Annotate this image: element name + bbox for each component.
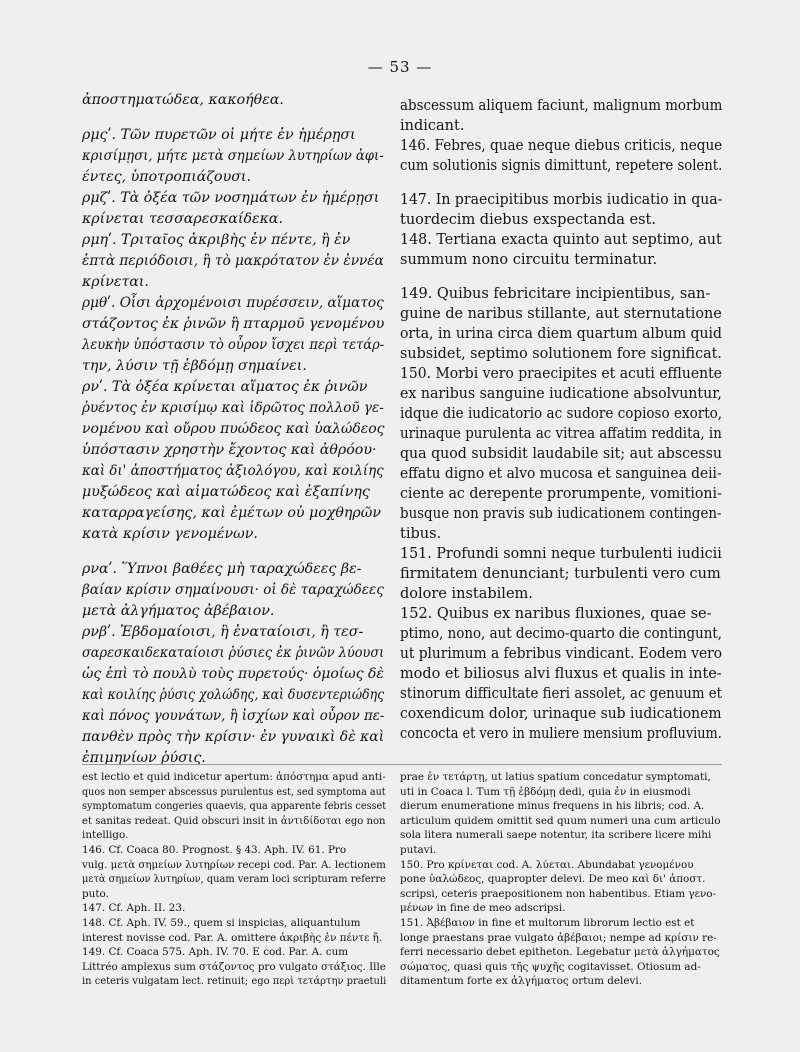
greek-text-line: καταρραγείσης, καὶ ἐμέτων οὐ μοχθηρῶν [82,505,381,521]
footnote-line: 150. Pro κρίνεται cod. A. λύεται. Abundabat γενομένου [400,858,694,871]
paragraph-gap [400,176,722,190]
latin-text-line: orta, in urina circa diem quartum album quid [400,326,722,342]
latin-text-line: effatu digno et alvo mucosa et sanguinea deii- [400,466,722,482]
footnote-line: prae ἐν τετάρτῃ, ut latius spatium concedatur symptomati, [400,771,711,783]
latin-text-line: coxendicum dolor, urinaque sub iudicationem [400,706,722,722]
greek-text-line: μυξώδεος καὶ αἱματώδεος καὶ ἐξαπίνης [82,484,370,500]
footnote-line: et sanitas redeat. Quid obscuri insit in ἀντιδίδοται ego non [82,814,386,827]
latin-text-line: ciente ac derepente prorumpente, vomitioni- [400,486,722,502]
greek-text-line: έντες, ὑποτροπιάζουσι. [82,169,251,185]
greek-text-line: λευκὴν ὑπόστασιν τὸ οὖρον ἴσχει περὶ τετάρ- [82,337,385,353]
greek-text-line: κατὰ κρίσιν γενομένων. [82,526,258,542]
latin-text-line: stinorum difficultate fieri assolet, ac genuum et [400,686,723,702]
greek-text-line: ἐπιμηνίων ῥύσις. [82,750,206,766]
latin-text-line: summum nono circuitu terminatur. [400,252,658,268]
footnote-line: articulum quidem omittit sed quum numeri una cum articulo [400,814,721,827]
latin-text-line: 151. Profundi somni neque turbulenti iudicii [400,546,722,562]
greek-text-line: σαρεσκαιδεκαταίοισι ῥύσιες ἐκ ῥινῶν λύουσι [82,645,385,661]
footnote-line: putavi. [400,843,437,856]
latin-text-line: indicant. [400,118,465,134]
latin-text-line: concocta et vero in muliere mensium profluvium. [400,726,722,742]
footnote-line: 146. Cf. Coaca 80. Prognost. § 43. Aph. IV. 61. Pro [82,843,347,856]
footnote-line: μετὰ σημείων λυτηρίων, quam veram loci scripturam referre [82,873,386,886]
latin-text-line: subsidet, septimo solutionem fore significat. [400,346,722,362]
footnote-line: uti in Coaca l. Tum τῇ ἑβδόμῃ dedi, quia ἐν in eiusmodi [400,785,691,798]
greek-text-line: ρνβʹ. Ἑβδομαίοισι, ἢ ἐναταίοισι, ἢ τεσ- [82,624,364,640]
greek-text-line: νομένου καὶ οὔρου πυώδεος καὶ ὑαλώδεος [82,421,385,437]
latin-translation-column [400,96,722,744]
paragraph-gap [82,545,384,559]
latin-text-line: 149. Quibus febricitare incipientibus, san- [400,286,711,302]
latin-text-line: urinaque purulenta ac vitrea affatim reddita, in [400,426,722,442]
latin-text-line: modo et biliosus alvi fluxus et qualis in inte- [400,666,722,682]
footnote-line: 151. Ἀβέβαιον in fine et multorum librorum lectio est et [400,916,695,929]
greek-text-line: ρναʹ. Ὕπνοι βαθέες μὴ ταραχώδεες βε- [82,561,362,577]
greek-text-line: κρισίμῃσι, μήτε μετὰ σημείων λυτηρίων ἀφι- [82,148,384,164]
page-number: — 53 — [367,58,433,76]
footnote-line: quos non semper abscessus purulentus est, sed symptoma aut [82,785,386,798]
footnote-line: ditamentum forte ex ἀλγήματος ortum delevi. [400,975,643,988]
footnote-line: longe praestans prae vulgato ἀβέβαιοι; nempe ad κρίσιν re- [400,931,717,944]
footnote-line: Littréo amplexus sum στάζοντος pro vulgato στάξιος. Ille [82,960,386,973]
greek-text-line: στάζοντος ἐκ ῥινῶν ἢ πταρμοῦ γενομένου [82,316,385,332]
latin-text-line: 147. In praecipitibus morbis iudicatio in qua- [400,192,723,208]
greek-text-line: κρίνεται τεσσαρεσκαίδεκα. [82,211,283,227]
footnote-line: μένων in fine de meo adscripsi. [400,902,566,915]
footnote-line: intelligo. [82,829,129,842]
footnote-line: in ceteris vulgatam lect. retinuit; ego περὶ τετάρτην praetuli [82,975,387,988]
latin-text-line: firmitatem denunciant; turbulenti vero cum [400,566,721,582]
footnote-divider [82,764,722,765]
footnote-line: vulg. μετὰ σημείων λυτηρίων recepi cod. Par. A. lectionem [82,858,386,871]
paragraph-gap [400,270,722,284]
latin-text-line: 152. Quibus ex naribus fluxiones, quae se- [400,606,712,622]
latin-text-line: idque die iudicatorio ac sudore copioso exorto, [400,406,723,422]
footnote-line: ferri necessario debet epitheton. Legebatur μετὰ ἀλγήματος [400,946,720,959]
greek-text-line: πανθὲν πρὸς τὴν κρίσιν· ἐν γυναικὶ δὲ καὶ [82,729,385,745]
footnote-line: σώματος, quasi quis τῆς ψυχῆς cogitavisset. Otiosum ad- [400,960,701,973]
greek-text-line: ρμθʹ. Οἷσι ἀρχομένοισι πυρέσσειν, αἵματος [82,295,384,311]
latin-text-line: ex naribus sanguine iudicatione absolvuntur, [400,386,722,402]
greek-text-line: μετὰ ἀλγήματος ἀβέβαιον. [82,603,275,619]
latin-text-line: 148. Tertiana exacta quinto aut septimo, aut [400,232,722,248]
greek-text-line: βαίαν κρίσιν σημαίνουσι· οἱ δὲ ταραχώδεες [82,582,384,598]
footnote-line: 148. Cf. Aph. IV. 59., quem si inspicias, aliquantulum [82,916,361,929]
greek-text-line: ἀποστηματώδεα, κακοήθεα. [82,92,284,108]
latin-text-line: guine de naribus stillante, aut sternutatione [400,306,722,322]
footnote-line: symptomatum congeries quaevis, qua apparente febris cesset [82,800,387,813]
latin-text-line: tibus. [400,526,442,542]
greek-text-line: ρμζʹ. Τὰ ὀξέα τῶν νοσημάτων ἐν ἡμέρῃσι [82,190,380,206]
footnote-line: interest novisse cod. Par. A. omittere ἀκριβὴς ἐν πέντε ἤ. [82,931,383,944]
footnote-line: sola litera numerali saepe notentur, ita scribere licere mihi [400,829,712,842]
footnote-line: puto. [82,887,109,900]
latin-text-line: ut plurimum a febribus vindicant. Eodem vero [400,646,722,662]
latin-text-line: ptimo, nono, aut decimo-quarto die contingunt, [400,626,723,642]
greek-text-line: την, λύσιν τῇ ἑβδόμῃ σημαίνει. [82,358,307,374]
greek-text-line: ὑπόστασιν χρηστὴν ἔχοντος καὶ ἀθρόου· [82,442,377,458]
latin-text-line: abscessum aliquem faciunt, malignum morbum [400,98,723,114]
latin-text-line: 150. Morbi vero praecipites et acuti effluente [400,366,722,382]
greek-text-line: ἑπτὰ περιόδοισι, ἢ τὸ μακρότατον ἐν ἐννέα [82,253,384,269]
footnote-line: 147. Cf. Aph. II. 23. [82,902,186,915]
footnote-line: 149. Cf. Coaca 575. Aph. IV. 70. E cod. Par. A. cum [82,946,349,959]
latin-text-line: qua quod subsidit laudabile sit; aut abscessu [400,446,723,462]
footnote-line: est lectio et quid indicetur apertum: ἀπόστημα apud anti- [82,771,386,783]
footnote-line: scripsi, ceteris praepositionem non habentibus. Etiam γενο- [400,887,717,900]
greek-text-line: ρμςʹ. Τῶν πυρετῶν οἱ μήτε ἐν ἡμέρῃσι [82,127,356,143]
greek-text-line: ῥυέντος ἐν κρισίμῳ καὶ ἱδρῶτος πολλοῦ γε- [82,400,384,416]
greek-text-column [82,90,384,769]
latin-text-line: cum solutionis signis dimittunt, repetere solent. [400,158,723,174]
greek-text-line: καὶ κοιλίης ῥύσις χολώδης, καὶ δυσεντεριώδης [82,687,385,703]
latin-text-line: tuordecim diebus exspectanda est. [400,212,656,228]
greek-text-line: ρμηʹ. Τριταῖος ἀκριβὴς ἐν πέντε, ἢ ἐν [82,232,351,248]
greek-text-line: ὡς ἐπὶ τὸ πουλὺ τοὺς πυρετούς· ὁμοίως δὲ [82,666,384,682]
greek-text-line: καὶ πόνος γουνάτων, ἢ ἰσχίων καὶ οὖρον πε- [82,708,385,724]
latin-text-line: dolore instabilem. [400,586,533,602]
latin-text-line: 146. Febres, quae neque diebus criticis, neque [400,138,723,154]
greek-text-line: καὶ δι' ἀποστήματος ἀξιολόγου, καὶ κοιλίης [82,463,384,479]
paragraph-gap [82,111,384,125]
footnotes-right-column [400,770,722,989]
footnote-line: pone ὑαλώδεος, quapropter delevi. De meo καὶ δι' ἀποστ. [400,873,706,886]
footnotes-left-column [82,770,386,989]
footnote-line: dierum enumeratione minus frequens in his libris; cod. A. [400,800,705,813]
greek-text-line: ρνʹ. Τὰ ὀξέα κρίνεται αἵματος ἐκ ῥινῶν [82,379,368,395]
greek-text-line: κρίνεται. [82,274,149,290]
latin-text-line: busque non pravis sub iudicationem contingen- [400,506,722,522]
